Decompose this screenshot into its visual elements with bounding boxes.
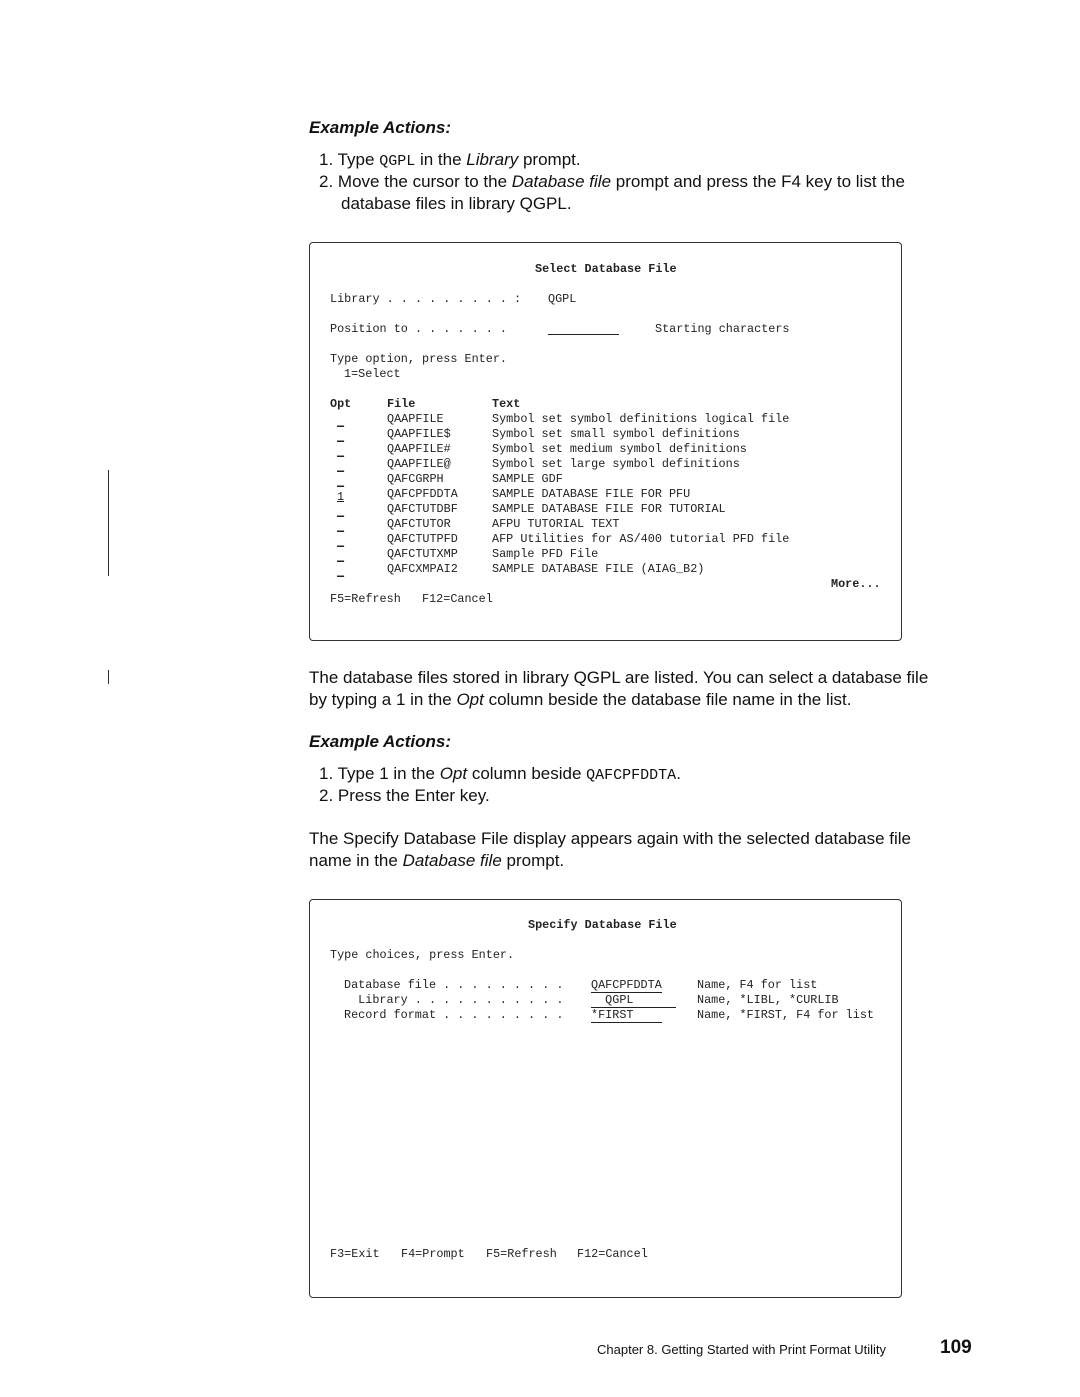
file-description: AFPU TUTORIAL TEXT xyxy=(492,517,620,531)
field-label: Library . . . . . . . . . . . xyxy=(344,993,564,1007)
file-description: SAMPLE DATABASE FILE FOR TUTORIAL xyxy=(492,502,726,516)
step-number: 1. xyxy=(319,150,334,169)
opt-input[interactable]: _ xyxy=(337,430,345,444)
opt-input[interactable]: _ xyxy=(337,415,345,429)
emphasis: Database file xyxy=(402,851,502,870)
file-description: Symbol set medium symbol definitions xyxy=(492,442,747,456)
file-name: QAAPFILE@ xyxy=(387,457,451,471)
opt-input[interactable]: _ xyxy=(337,550,345,564)
text: name in the xyxy=(309,851,403,870)
field-input[interactable]: QGPL xyxy=(591,993,676,1008)
section1-heading: Example Actions: xyxy=(309,118,452,137)
position-to-label: Position to . . . . . . . xyxy=(330,322,507,336)
opt-input[interactable]: _ xyxy=(337,565,345,579)
step-emphasis: Library xyxy=(466,150,519,169)
field-input[interactable]: QAFCPFDDTA xyxy=(591,978,662,992)
paragraph-1-line-1: The database files stored in library QGPL are listed. You can select a database file xyxy=(309,668,929,687)
page-number: 109 xyxy=(940,1337,972,1358)
file-name: QAFCTUTPFD xyxy=(387,532,458,546)
file-description: Symbol set symbol definitions logical file xyxy=(492,412,790,426)
field-hint: Name, *LIBL, *CURLIB xyxy=(697,993,839,1007)
step-text: Type xyxy=(337,150,380,169)
paragraph-2-line-2 xyxy=(309,850,564,872)
footer-chapter: Chapter 8. Getting Started with Print Format Utility xyxy=(597,1342,886,1357)
paragraph-2-line-1: The Specify Database File display appears again with the selected database file xyxy=(309,829,911,848)
instruction: Type option, press Enter. xyxy=(330,352,507,366)
fkey-refresh[interactable]: F5=Refresh xyxy=(330,592,401,606)
step-1 xyxy=(319,763,681,787)
file-description: SAMPLE GDF xyxy=(492,472,563,486)
step-text: Move the cursor to the xyxy=(337,172,512,191)
file-name: QAAPFILE$ xyxy=(387,427,451,441)
field-hint: Name, *FIRST, F4 for list xyxy=(697,1008,874,1022)
library-label: Library . . . . . . . . . : xyxy=(330,292,522,306)
field-hint: Name, F4 for list xyxy=(697,978,818,992)
section2-heading: Example Actions: xyxy=(309,732,452,751)
step-1 xyxy=(319,149,581,173)
column-header-opt: Opt xyxy=(330,397,352,411)
opt-input[interactable]: _ xyxy=(337,535,345,549)
step-text: column beside xyxy=(467,764,587,783)
file-name: QAFCXMPAI2 xyxy=(387,562,458,576)
step-code: QAFCPFDDTA xyxy=(586,767,677,784)
option-legend: 1=Select xyxy=(344,367,401,381)
text: column beside the database file name in the list. xyxy=(483,690,852,709)
step-text: Press the Enter key. xyxy=(337,786,490,805)
step-text: . xyxy=(676,764,681,783)
column-header-text: Text xyxy=(492,397,521,411)
file-name: QAFCTUTOR xyxy=(387,517,451,531)
opt-input[interactable]: 1 xyxy=(337,490,345,504)
file-name: QAFCTUTDBF xyxy=(387,502,458,516)
screen-title: Select Database File xyxy=(535,262,677,276)
more-indicator: More... xyxy=(831,577,881,591)
emphasis: Opt xyxy=(456,690,484,709)
change-bar xyxy=(108,470,109,576)
opt-input[interactable]: _ xyxy=(337,445,345,459)
field-label: Database file . . . . . . . . . xyxy=(344,978,564,992)
field-input[interactable]: *FIRST xyxy=(591,1008,662,1023)
file-description: AFP Utilities for AS/400 tutorial PFD file xyxy=(492,532,790,546)
file-name: QAAPFILE xyxy=(387,412,444,426)
step-number: 2. xyxy=(319,172,334,191)
position-to-hint: Starting characters xyxy=(655,322,790,336)
library-value: QGPL xyxy=(548,292,577,306)
file-name: QAFCGRPH xyxy=(387,472,444,486)
fkey-exit[interactable]: F3=Exit xyxy=(330,1247,380,1261)
step-emphasis: Database file xyxy=(511,172,612,191)
paragraph-1-line-2 xyxy=(309,689,851,711)
fkey-prompt[interactable]: F4=Prompt xyxy=(401,1247,465,1261)
step-text: prompt and press the F4 key to list the xyxy=(611,172,905,191)
opt-input[interactable]: _ xyxy=(337,520,345,534)
step-text: prompt. xyxy=(518,150,581,169)
step-number: 1. xyxy=(319,764,334,783)
step-number: 2. xyxy=(319,786,334,805)
file-name: QAFCTUTXMP xyxy=(387,547,458,561)
file-name: QAFCPFDDTA xyxy=(387,487,458,501)
step-2 xyxy=(319,171,905,193)
fkey-refresh[interactable]: F5=Refresh xyxy=(486,1247,557,1261)
opt-input[interactable]: _ xyxy=(337,475,345,489)
file-description: Symbol set small symbol definitions xyxy=(492,427,740,441)
step-code: QGPL xyxy=(379,153,416,170)
text: by typing a 1 in the xyxy=(309,690,457,709)
file-description: SAMPLE DATABASE FILE FOR PFU xyxy=(492,487,691,501)
opt-input[interactable]: _ xyxy=(337,505,345,519)
file-name: QAAPFILE# xyxy=(387,442,451,456)
screen-title: Specify Database File xyxy=(528,918,677,932)
fkey-cancel[interactable]: F12=Cancel xyxy=(577,1247,648,1261)
text: prompt. xyxy=(501,851,565,870)
step-text: Type 1 in the xyxy=(337,764,440,783)
file-description: SAMPLE DATABASE FILE (AIAG_B2) xyxy=(492,562,705,576)
file-description: Symbol set large symbol definitions xyxy=(492,457,740,471)
field-label: Record format . . . . . . . . . xyxy=(344,1008,564,1022)
step-text: in the xyxy=(415,150,467,169)
step-2-continued: database files in library QGPL. xyxy=(341,194,572,213)
step-emphasis: Opt xyxy=(439,764,468,783)
change-bar xyxy=(108,670,109,684)
file-description: Sample PFD File xyxy=(492,547,599,561)
fkey-cancel[interactable]: F12=Cancel xyxy=(422,592,493,606)
column-header-file: File xyxy=(387,397,416,411)
opt-input[interactable]: _ xyxy=(337,460,345,474)
position-to-input[interactable] xyxy=(548,320,619,335)
step-2 xyxy=(319,785,490,807)
instruction: Type choices, press Enter. xyxy=(330,948,515,962)
